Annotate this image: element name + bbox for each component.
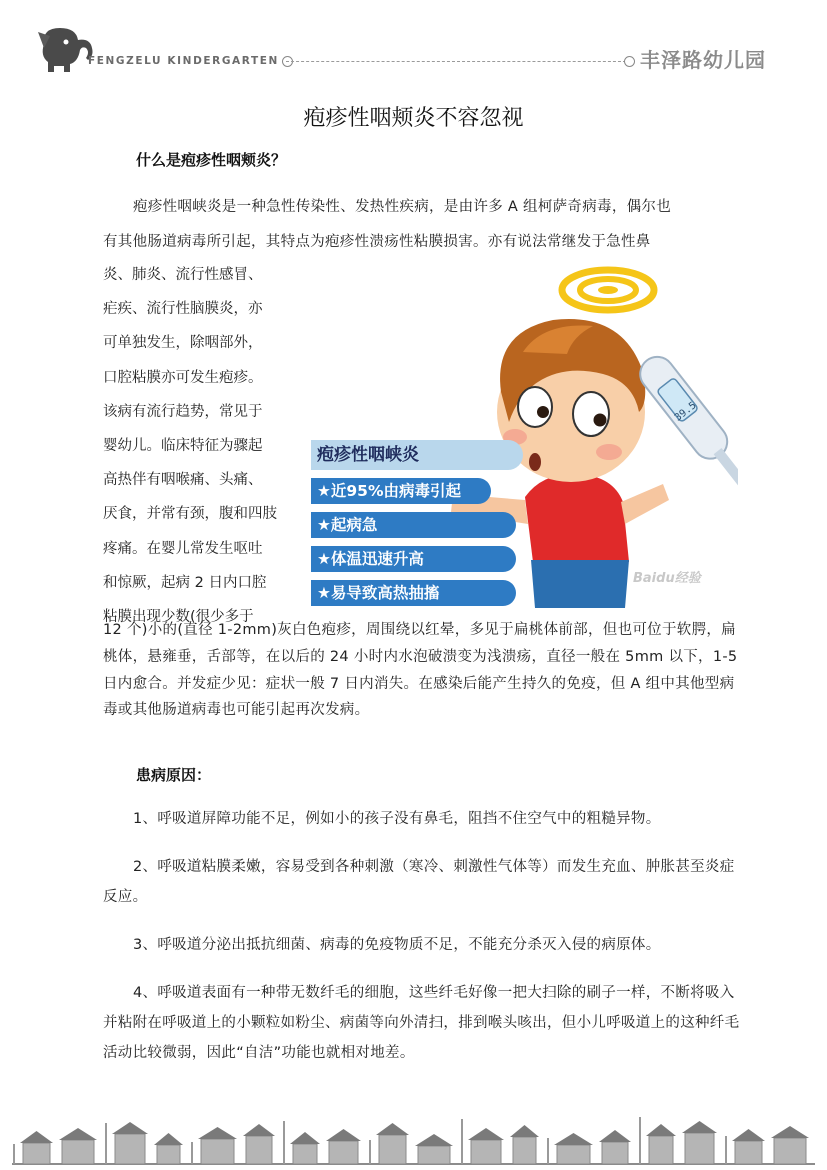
footer-house-icon	[771, 1126, 809, 1164]
footer-house-icon	[599, 1130, 631, 1164]
header-rule-right-dot	[624, 56, 635, 67]
wrapped-line: 该病有流行趋势，常见于	[103, 403, 263, 420]
footer-house-icon	[376, 1123, 409, 1164]
document-title: 疱疹性咽颊炎不容忽视	[303, 106, 524, 131]
image-watermark: Baidu经验	[633, 571, 701, 586]
footer-house-icon	[554, 1133, 593, 1164]
wrapped-line: 可单独发生，除咽部外，	[103, 335, 263, 352]
wrapped-line: 婴幼儿。临床特征为骤起	[103, 438, 263, 455]
section-heading-what-is: 什么是疱疹性咽颊炎？	[136, 151, 287, 169]
footer-house-icon	[732, 1129, 765, 1164]
thermometer-reading: 39.5	[672, 400, 699, 424]
footer-house-icon	[646, 1124, 676, 1164]
footer-village-decoration	[0, 1080, 827, 1170]
school-name-en: FENGZELU KINDERGARTEN	[88, 55, 279, 67]
wrapped-line: 疟疾、流行性脑膜炎，亦	[103, 301, 263, 318]
banner-item: ★起病急	[311, 512, 516, 538]
footer-house-icon	[243, 1124, 275, 1164]
page-header	[0, 0, 827, 90]
cause-item-1: 1、呼吸道屏障功能不足，例如小的孩子没有鼻毛，阻挡不住空气中的粗糙异物。	[133, 811, 661, 827]
wrapped-line: 高热伴有咽喉痛、头痛、	[103, 472, 263, 489]
cause-item-3: 3、呼吸道分泌出抵抗细菌、病毒的免疫物质不足，不能充分杀灭入侵的病原体。	[133, 937, 661, 953]
intro-paragraph	[103, 194, 743, 255]
footer-house-icon	[510, 1125, 539, 1164]
intro-line: 疱疹性咽峡炎是一种急性传染性、发热性疾病，是由许多 A 组柯萨奇病毒，偶尔也	[133, 199, 672, 215]
wrapped-text-column	[103, 258, 293, 634]
intro-line: 有其他肠道病毒所引起，其特点为疱疹性溃疡性粘膜损害。亦有说法常继发于急性鼻	[103, 234, 651, 250]
header-rule	[286, 61, 626, 62]
banner-item: ★体温迅速升高	[311, 546, 516, 572]
banner-item: ★易导致高热抽搐	[311, 580, 516, 606]
wrapped-line: 粘膜出现少数(很少多于	[103, 609, 254, 626]
cause-item-2: 2、呼吸道粘膜柔嫩，容易受到各种刺激（寒冷、刺激性气体等）而发生充血、肿胀甚至炎症反应。	[103, 859, 735, 905]
wrapped-line: 疼痛。在婴儿常发生呕吐	[103, 540, 263, 557]
footer-house-icon	[20, 1131, 53, 1164]
wrapped-line: 口腔粘膜亦可发生疱疹。	[103, 369, 263, 386]
wrapped-line: 炎、肺炎、流行性感冒、	[103, 267, 263, 283]
footer-house-icon	[326, 1129, 361, 1164]
footer-house-icon	[112, 1122, 148, 1164]
section-heading-causes: 患病原因：	[136, 766, 212, 784]
footer-house-icon	[468, 1128, 504, 1164]
footer-house-icon	[290, 1132, 320, 1164]
wrapped-line: 和惊厥，起病 2 日内口腔	[103, 574, 267, 591]
footer-house-icon	[154, 1133, 183, 1164]
illustration-sick-child	[303, 262, 738, 608]
continuation-paragraph: 12 个)小的(直径 1-2mm)灰白色疱疹，周围绕以红晕，多见于扁桃体前部，但也可位于软腭，扁桃体，悬雍垂，舌部等，在以后的 24 小时内水泡破溃变为浅溃疡，直径一般在 5mm 以下，1-5 日内愈合。并发症少见：症状一般 7 日内消失。在感染后能产生持久的免疫，但 A 组中其他型病毒或其他肠道病毒也可能引起再次发病。	[103, 622, 738, 719]
footer-house-icon	[415, 1134, 453, 1164]
banner-title: 疱疹性咽峡炎	[311, 440, 523, 470]
footer-house-icon	[198, 1127, 237, 1164]
footer-house-icon	[682, 1121, 717, 1164]
school-name-cn: 丰泽路幼儿园	[640, 48, 766, 72]
banner-item: ★近95%由病毒引起	[311, 478, 491, 504]
wrapped-line: 厌食，并常有颈，腹和四肢	[103, 506, 277, 523]
cause-item-4: 4、呼吸道表面有一种带无数纤毛的细胞，这些纤毛好像一把大扫除的刷子一样，不断将吸入并粘附在呼吸道上的小颗粒如粉尘、病菌等向外清扫，排到喉头咳出，但小儿呼吸道上的这种纤毛活动比较微弱，因此“自洁”功能也就相对地差。	[103, 985, 740, 1061]
footer-house-icon	[59, 1128, 97, 1164]
